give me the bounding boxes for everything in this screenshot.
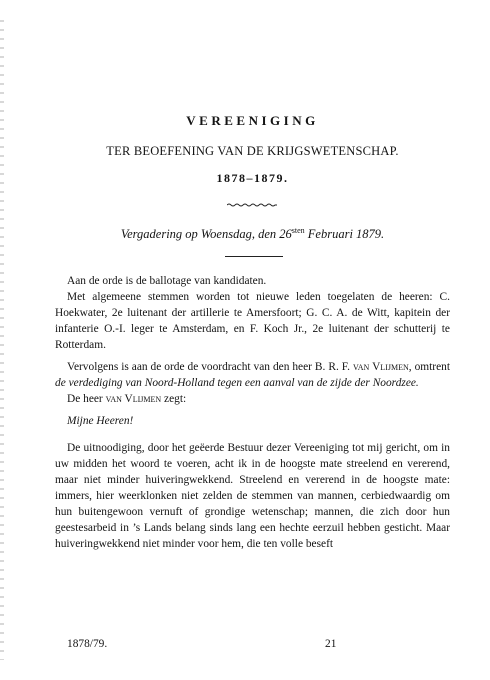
- speaker-name-2: van Vlijmen: [105, 393, 162, 405]
- speaker-says: zegt:: [161, 393, 187, 405]
- page-footer: [55, 638, 450, 654]
- meeting-prefix: Vergadering op Woensdag, den 26: [120, 227, 292, 242]
- lecture-link: , omtrent: [408, 361, 450, 373]
- document-page: [55, 0, 450, 680]
- signature-mark: 1878/79.: [67, 638, 108, 650]
- paragraph-ballot: Aan de orde is de ballotage van kandidaten.: [67, 275, 267, 287]
- scan-edge-marks: [0, 20, 4, 660]
- society-subtitle: TER BEOEFENING VAN DE KRIJGSWETENSCHAP.: [106, 144, 399, 158]
- lecture-intro: Vervolgens is aan de orde de voordracht van den heer B. R. F.: [67, 361, 354, 373]
- page-number: 21: [325, 638, 337, 650]
- speaker-intro: De heer: [67, 393, 106, 405]
- paragraph-speech: De uitnoodiging, door het geëerde Bestuur dezer Vereeniging tot mij gericht, om in uw midden het woord te voeren, acht ik in de hoogste mate streelend en vererend, maar niet minder huiveringwekkend. Streelend en vererend in de hoogste mate: immers, hier weerklonken niet zelden de stemmen van mannen, cerbiedwaardig om hun buitengewoon vernuft of grondige wetenschap; mannen, die zich door hun geestesarbeid in ’s Lands belang sinds lang een hechte eerzuil hebben gesticht. Maar huiveringwekkend niet minder voor hem, die ten volle beseft: [55, 442, 450, 551]
- meeting-suffix: Februari 1879.: [304, 227, 385, 242]
- minutes-body: [55, 273, 450, 552]
- meeting-date-line: [55, 226, 450, 242]
- lecture-title: de verdediging van Noord-Holland tegen een aanval van de zijde der Noordzee.: [55, 377, 419, 389]
- wavy-ornament: [227, 203, 277, 207]
- paragraph-lecture-topic: [55, 359, 450, 391]
- meeting-sup: sten: [291, 226, 305, 235]
- separator-rule: [225, 256, 283, 257]
- speaker-name: van Vlijmen: [353, 361, 409, 373]
- salutation: Mijne Heeren!: [67, 415, 134, 427]
- session-years: 1878–1879.: [216, 171, 289, 185]
- society-title: VEREENIGING: [186, 113, 319, 128]
- paragraph-new-members: Met algemeene stemmen worden tot nieuwe leden toegelaten de heeren: C. Hoekwater, 2e luitenant der artillerie te Amersfoort; G. C. A. de Witt, kapitein der infanterie O.-I. leger te Amsterdam, en F. Koch Jr., 2e luitenant der schutterij te Rotterdam.: [55, 291, 450, 351]
- paragraph-speaker-says: [55, 391, 450, 407]
